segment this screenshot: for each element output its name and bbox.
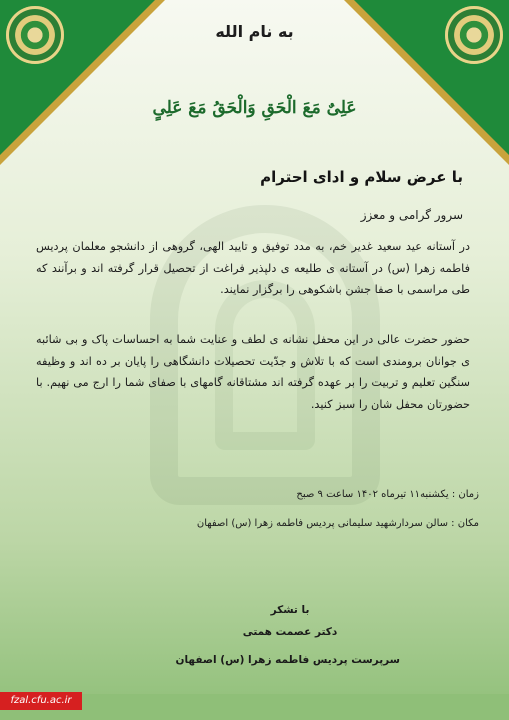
left-rosette-icon (6, 6, 64, 64)
signature-name: دکتر عصمت همتی (242, 626, 338, 638)
invitation-paragraph-2: حضور حضرت عالی در این محفل نشانه ی لطف و عنایت شما به احساسات پاک و بی شائبه ی جوانان برومندی است که با تلاش و جدّیت تحصیلات دانشگاهی را پایان بر ده اند و وظیفه سنگین تعلیم و تربیت را بر عهده گرفته اند مشتاقانه گامهای با صفای شما را ارج می نهیم. با حضورتان محفل شان را سبز کنید. (36, 333, 470, 411)
right-rosette-icon (445, 6, 503, 64)
hadith-verse: عَلِیٌ مَعَ الْحَقِ وَالْحَقُ مَعَ عَلِیٍ (152, 98, 357, 118)
signature-thanks: با تشکر (270, 604, 310, 616)
event-place: مکان : سالن سردارشهید سلیمانی پردیس فاطمه زهرا (س) اصفهان (196, 518, 479, 529)
signature-title: سرپرست پردیس فاطمه زهرا (س) اصفهان (175, 654, 400, 666)
bismillah-title: به نام الله (215, 22, 294, 41)
event-time: زمان : یکشنبه۱۱ تیرماه ۱۴۰۲ ساعت ۹ صبح (296, 489, 479, 500)
salutation-line: سرور گرامی و معزز (360, 208, 463, 222)
greeting-heading: با عرض سلام و ادای احترام (260, 168, 463, 186)
footer-url-badge: fzal.cfu.ac.ir (0, 692, 82, 710)
invitation-paragraph-1: در آستانه عید سعید غدیر خم، به مدد توفیق و تایید الهی، گروهی از دانشجو معلمان پردیس فاطمه زهرا (س) در آستانه ی طلیعه ی دلپذیر فراغت از تحصیل قرار گرفته اند و برآنند که طی مراسمی با صفا جشن باشکوهی را برگزار نمایند. (36, 240, 470, 296)
